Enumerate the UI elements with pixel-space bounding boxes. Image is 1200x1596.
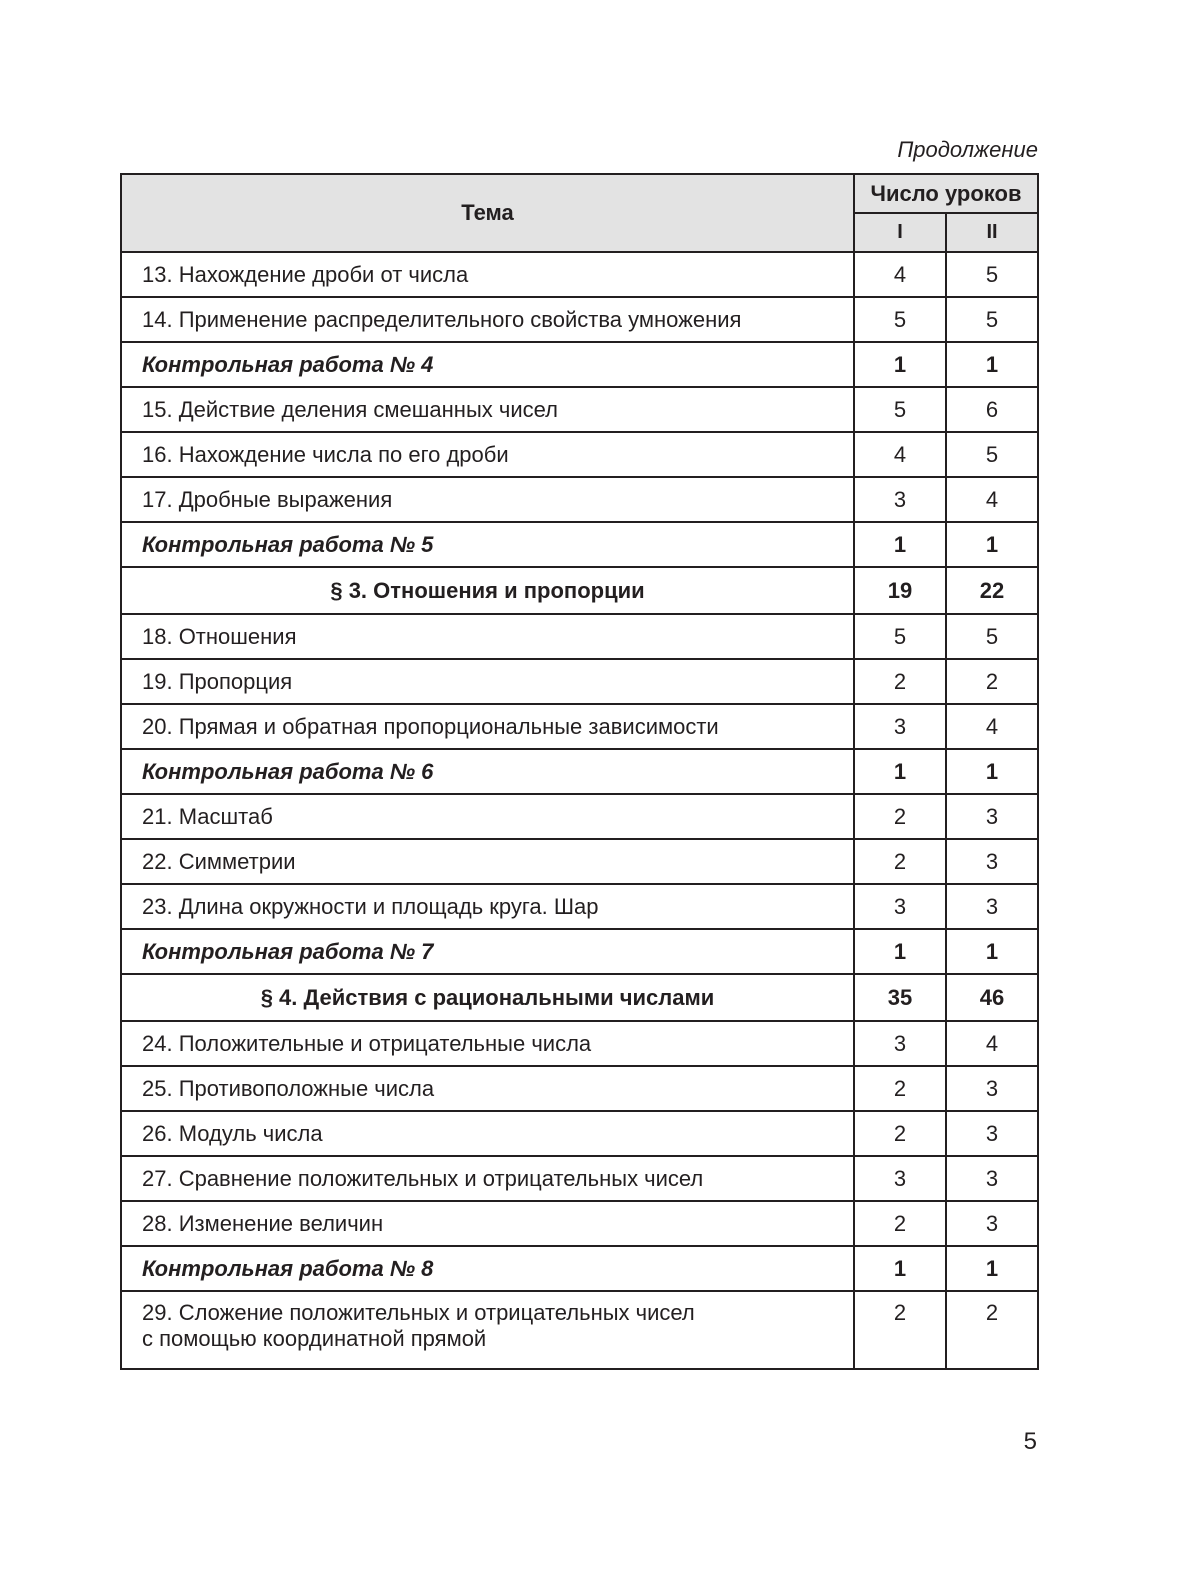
page-number: 5 xyxy=(1023,1428,1037,1455)
row-topic: 15. Действие деления смешанных чисел xyxy=(121,387,854,432)
table-row xyxy=(121,387,1038,432)
row-lessons-variant-2: 1 xyxy=(946,929,1038,974)
table-row xyxy=(121,477,1038,522)
table-row xyxy=(121,567,1038,614)
row-lessons-variant-1: 4 xyxy=(854,432,946,477)
header-variant-2: II xyxy=(946,213,1038,252)
row-topic: Контрольная работа № 6 xyxy=(121,749,854,794)
row-topic xyxy=(121,1291,854,1369)
table-row xyxy=(121,1156,1038,1201)
row-lessons-variant-1: 2 xyxy=(854,1111,946,1156)
row-lessons-variant-2: 2 xyxy=(946,659,1038,704)
row-topic: 23. Длина окружности и площадь круга. Шар xyxy=(121,884,854,929)
row-lessons-variant-2: 4 xyxy=(946,1021,1038,1066)
table-row xyxy=(121,1066,1038,1111)
row-topic: 28. Изменение величин xyxy=(121,1201,854,1246)
row-lessons-variant-2: 3 xyxy=(946,1066,1038,1111)
row-lessons-variant-1: 5 xyxy=(854,387,946,432)
row-lessons-variant-1: 5 xyxy=(854,614,946,659)
row-topic: 20. Прямая и обратная пропорциональные зависимости xyxy=(121,704,854,749)
table-row xyxy=(121,1201,1038,1246)
row-lessons-variant-2: 5 xyxy=(946,297,1038,342)
lesson-plan-table xyxy=(120,173,1039,1370)
row-lessons-variant-2: 22 xyxy=(946,567,1038,614)
table-row xyxy=(121,1291,1038,1369)
row-topic: 13. Нахождение дроби от числа xyxy=(121,252,854,297)
row-lessons-variant-2: 2 xyxy=(946,1291,1038,1369)
row-topic: Контрольная работа № 5 xyxy=(121,522,854,567)
row-lessons-variant-1: 2 xyxy=(854,794,946,839)
table-row xyxy=(121,522,1038,567)
row-lessons-variant-2: 1 xyxy=(946,1246,1038,1291)
row-lessons-variant-2: 5 xyxy=(946,252,1038,297)
row-topic-line-1: 29. Сложение положительных и отрицательных чисел xyxy=(142,1300,695,1325)
table-row xyxy=(121,839,1038,884)
row-lessons-variant-1: 2 xyxy=(854,1201,946,1246)
row-topic: 27. Сравнение положительных и отрицательных чисел xyxy=(121,1156,854,1201)
table-row xyxy=(121,749,1038,794)
table-body xyxy=(121,252,1038,1369)
row-lessons-variant-1: 1 xyxy=(854,929,946,974)
row-topic-line-2: с помощью координатной прямой xyxy=(142,1326,487,1351)
row-lessons-variant-2: 5 xyxy=(946,432,1038,477)
row-topic: 19. Пропорция xyxy=(121,659,854,704)
row-lessons-variant-1: 3 xyxy=(854,884,946,929)
header-variant-1: I xyxy=(854,213,946,252)
row-lessons-variant-1: 2 xyxy=(854,1066,946,1111)
row-topic: Контрольная работа № 4 xyxy=(121,342,854,387)
row-lessons-variant-1: 1 xyxy=(854,749,946,794)
table-row xyxy=(121,1111,1038,1156)
row-lessons-variant-2: 4 xyxy=(946,477,1038,522)
row-topic: 17. Дробные выражения xyxy=(121,477,854,522)
row-lessons-variant-2: 3 xyxy=(946,794,1038,839)
table-row xyxy=(121,794,1038,839)
table-row xyxy=(121,614,1038,659)
row-lessons-variant-1: 35 xyxy=(854,974,946,1021)
header-topic: Тема xyxy=(121,174,854,252)
row-topic: § 4. Действия с рациональными числами xyxy=(121,974,854,1021)
row-topic: Контрольная работа № 8 xyxy=(121,1246,854,1291)
row-lessons-variant-2: 4 xyxy=(946,704,1038,749)
row-lessons-variant-1: 2 xyxy=(854,1291,946,1369)
row-lessons-variant-2: 1 xyxy=(946,342,1038,387)
row-topic: 24. Положительные и отрицательные числа xyxy=(121,1021,854,1066)
row-lessons-variant-1: 4 xyxy=(854,252,946,297)
table-row xyxy=(121,252,1038,297)
row-lessons-variant-2: 3 xyxy=(946,1156,1038,1201)
row-lessons-variant-1: 1 xyxy=(854,522,946,567)
row-topic: 26. Модуль числа xyxy=(121,1111,854,1156)
row-lessons-variant-1: 3 xyxy=(854,1156,946,1201)
row-lessons-variant-1: 5 xyxy=(854,297,946,342)
row-lessons-variant-1: 3 xyxy=(854,477,946,522)
table-row xyxy=(121,297,1038,342)
row-lessons-variant-1: 1 xyxy=(854,342,946,387)
row-lessons-variant-1: 2 xyxy=(854,659,946,704)
continuation-label: Продолжение xyxy=(897,137,1038,162)
row-topic: 18. Отношения xyxy=(121,614,854,659)
row-lessons-variant-2: 3 xyxy=(946,884,1038,929)
row-topic: 22. Симметрии xyxy=(121,839,854,884)
table-row xyxy=(121,432,1038,477)
row-topic: 25. Противоположные числа xyxy=(121,1066,854,1111)
row-topic: Контрольная работа № 7 xyxy=(121,929,854,974)
row-lessons-variant-1: 1 xyxy=(854,1246,946,1291)
header-lessons-count: Число уроков xyxy=(854,174,1038,213)
row-lessons-variant-1: 19 xyxy=(854,567,946,614)
row-lessons-variant-2: 1 xyxy=(946,522,1038,567)
row-lessons-variant-1: 2 xyxy=(854,839,946,884)
row-topic: 21. Масштаб xyxy=(121,794,854,839)
row-lessons-variant-2: 6 xyxy=(946,387,1038,432)
row-topic: 14. Применение распределительного свойства умножения xyxy=(121,297,854,342)
row-lessons-variant-2: 3 xyxy=(946,1111,1038,1156)
table-row xyxy=(121,704,1038,749)
table-row xyxy=(121,974,1038,1021)
table-row xyxy=(121,659,1038,704)
row-lessons-variant-2: 46 xyxy=(946,974,1038,1021)
table-row xyxy=(121,929,1038,974)
table-row xyxy=(121,1021,1038,1066)
row-lessons-variant-1: 3 xyxy=(854,1021,946,1066)
row-lessons-variant-2: 5 xyxy=(946,614,1038,659)
row-lessons-variant-2: 3 xyxy=(946,1201,1038,1246)
row-lessons-variant-2: 1 xyxy=(946,749,1038,794)
table-row xyxy=(121,884,1038,929)
row-lessons-variant-1: 3 xyxy=(854,704,946,749)
row-topic: 16. Нахождение числа по его дроби xyxy=(121,432,854,477)
row-lessons-variant-2: 3 xyxy=(946,839,1038,884)
row-topic: § 3. Отношения и пропорции xyxy=(121,567,854,614)
table-row xyxy=(121,1246,1038,1291)
table-row xyxy=(121,342,1038,387)
